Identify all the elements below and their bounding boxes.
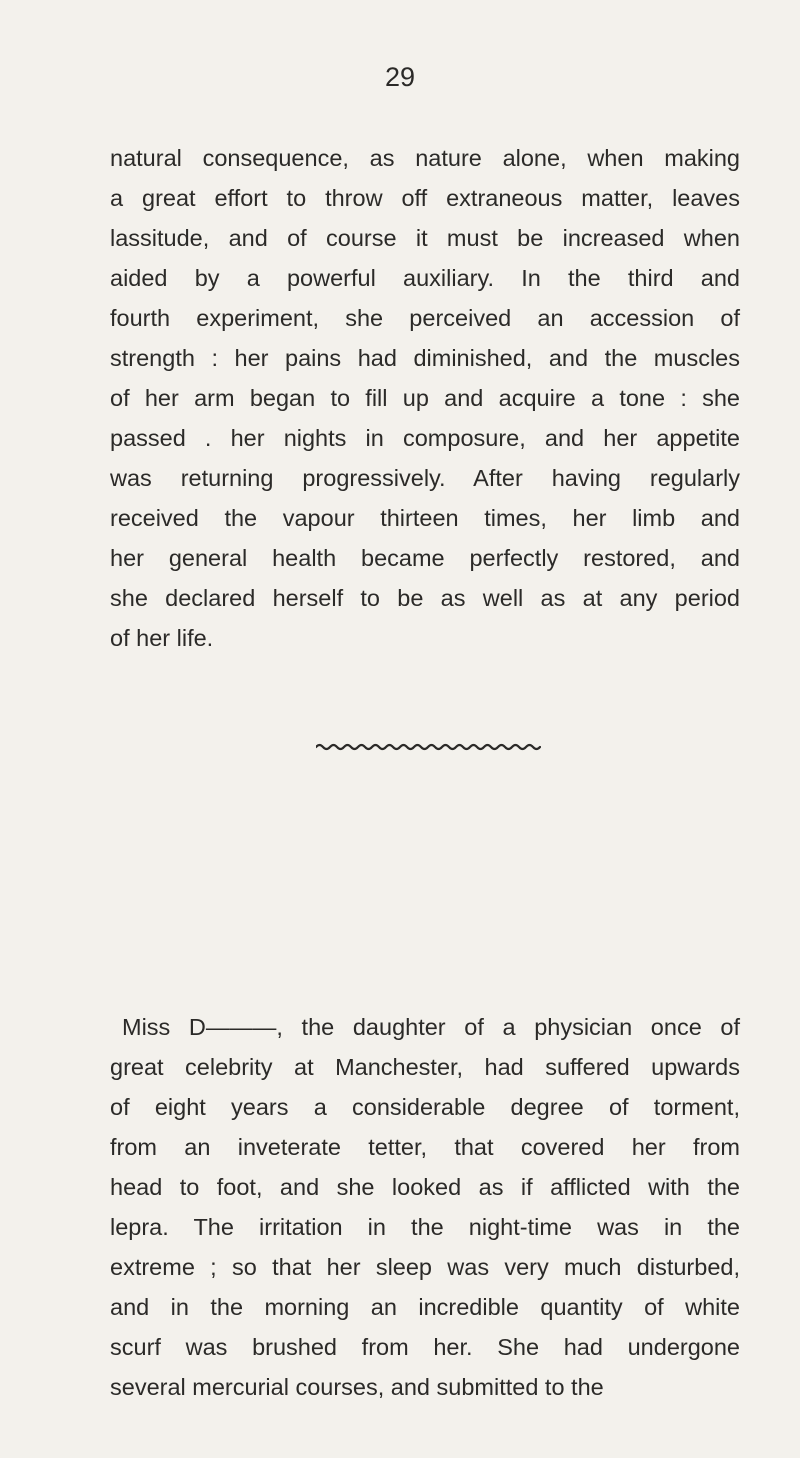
text-line: several mercurial courses, and submitted to the	[110, 1374, 604, 1400]
text-line: she declared herself to be as well as at any period	[110, 585, 740, 611]
ornamental-rule	[316, 742, 541, 752]
page-number: 29	[384, 62, 416, 92]
text-line: a great effort to throw off extraneous matter, leaves	[110, 185, 740, 211]
text-line: her general health became perfectly restored, and	[110, 545, 740, 571]
text-line: from an inveterate tetter, that covered her from	[110, 1134, 740, 1160]
text-line: and in the morning an incredible quantity of white	[110, 1294, 740, 1320]
text-line: great celebrity at Manchester, had suffered upwards	[110, 1054, 740, 1080]
text-line: Miss D———, the daughter of a physician once of	[122, 1014, 740, 1040]
text-line: lassitude, and of course it must be increased when	[110, 225, 740, 251]
text-line: of her arm began to fill up and acquire a tone : she	[110, 385, 740, 411]
text-line: fourth experiment, she perceived an accession of	[110, 305, 740, 331]
paragraph-2	[110, 1007, 740, 1407]
text-line: head to foot, and she looked as if afflicted with the	[110, 1174, 740, 1200]
text-line: of her life.	[110, 625, 214, 651]
text-line: lepra. The irritation in the night-time was in the	[110, 1214, 740, 1240]
text-line: passed . her nights in composure, and her appetite	[110, 425, 740, 451]
text-line: extreme ; so that her sleep was very much disturbed,	[110, 1254, 740, 1280]
text-line: was returning progressively. After having regularly	[110, 465, 740, 491]
paragraph-1	[110, 138, 740, 658]
text-line: natural consequence, as nature alone, when making	[110, 145, 740, 171]
text-line: aided by a powerful auxiliary. In the third and	[110, 265, 740, 291]
text-line: of eight years a considerable degree of torment,	[110, 1094, 740, 1120]
text-line: strength : her pains had diminished, and the muscles	[110, 345, 740, 371]
text-line: received the vapour thirteen times, her limb and	[110, 505, 740, 531]
text-line: scurf was brushed from her. She had undergone	[110, 1334, 740, 1360]
